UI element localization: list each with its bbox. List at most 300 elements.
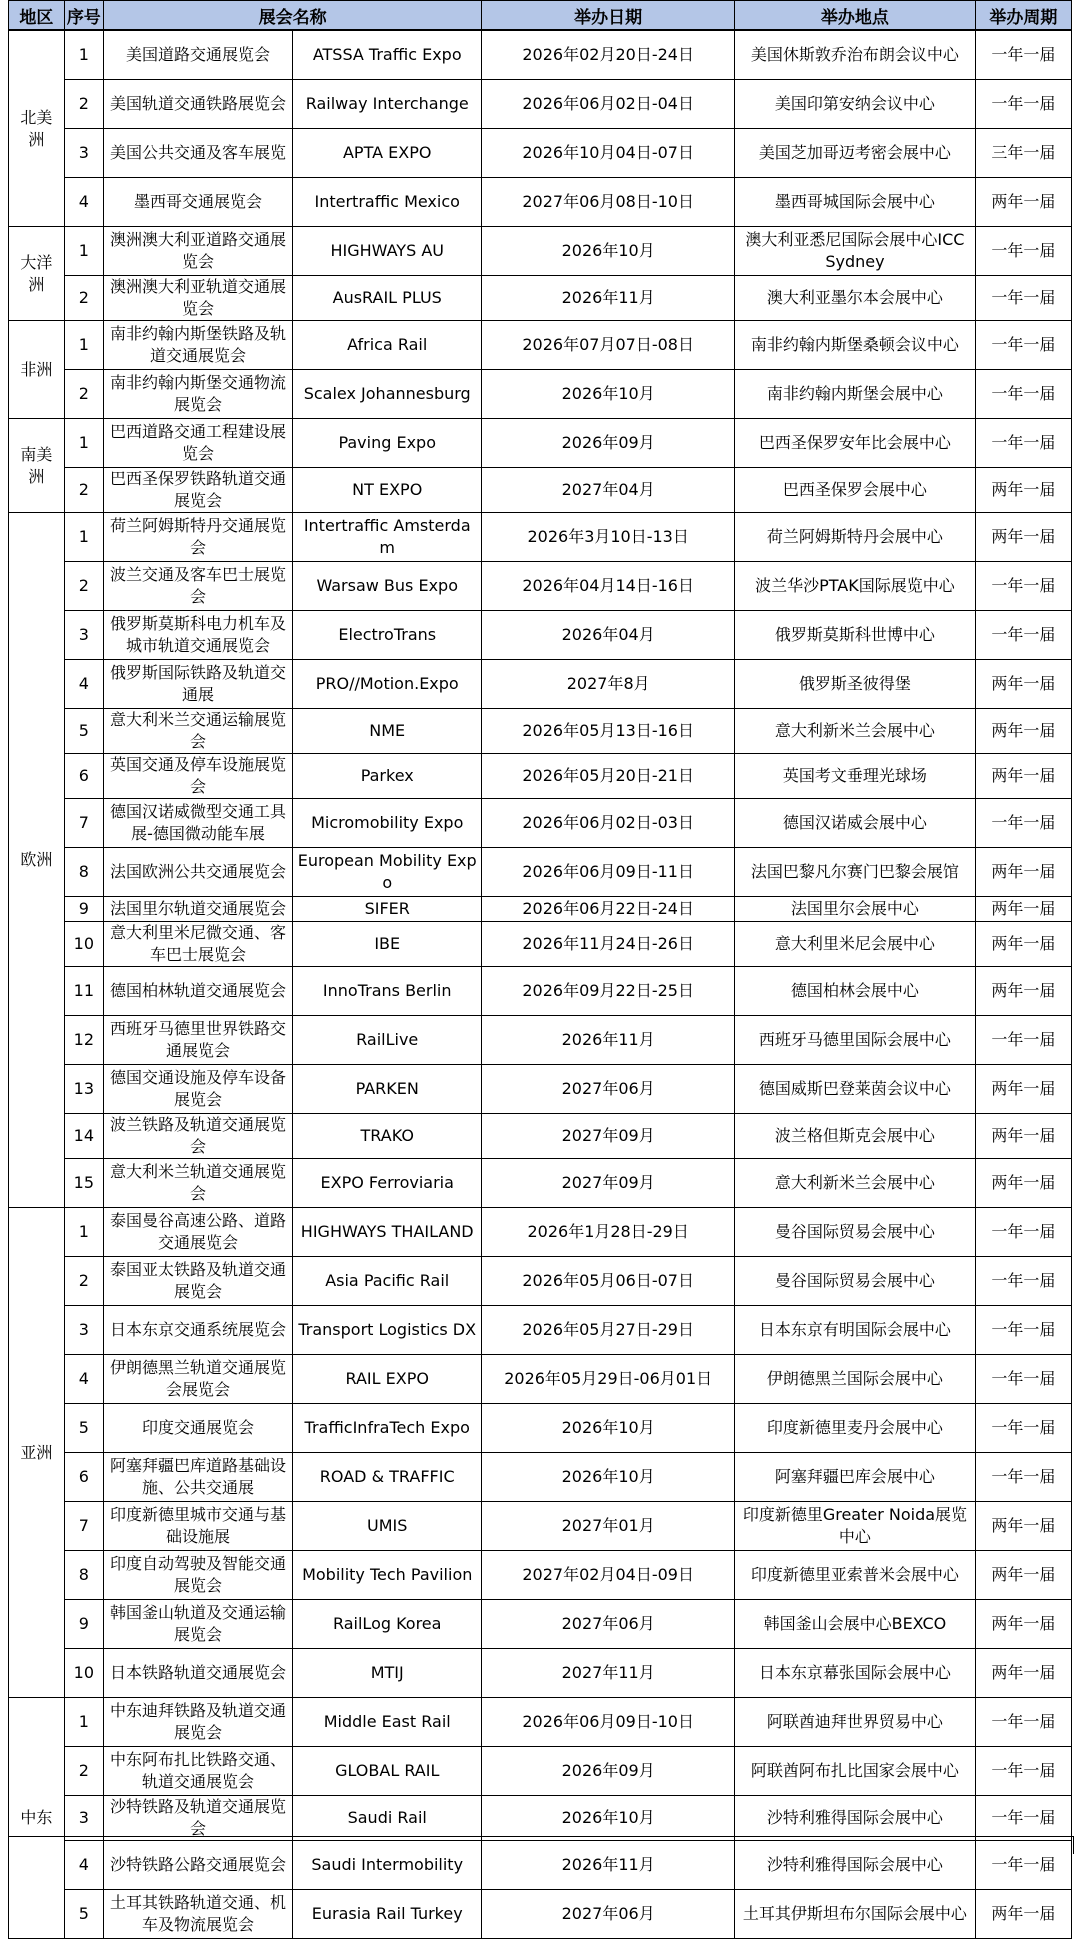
venue-cell: 土耳其伊斯坦布尔国际会展中心 [735, 1890, 976, 1939]
venue-cell: 阿联酋阿布扎比国家会展中心 [735, 1747, 976, 1796]
cycle-cell: 两年一届 [975, 1502, 1071, 1551]
date-cell: 2027年01月 [482, 1502, 735, 1551]
exhibition-english-name-cell: Asia Pacific Rail [293, 1257, 482, 1306]
cycle-cell: 两年一届 [975, 897, 1071, 922]
row-index-cell: 13 [64, 1065, 103, 1114]
region-label: 洲 [28, 129, 45, 149]
exhibition-name-cell: 西班牙马德里世界铁路交通展览会 [103, 1016, 292, 1065]
cycle-cell: 一年一届 [975, 31, 1071, 80]
exhibition-name-cell: 荷兰阿姆斯特丹交通展览会 [103, 513, 292, 562]
exhibition-english-name-cell: Intertraffic Mexico [293, 178, 482, 227]
date-cell: 2027年09月 [482, 1114, 735, 1159]
cycle-cell: 一年一届 [975, 1698, 1071, 1747]
exhibition-name-cell: 中东阿布扎比铁路交通、轨道交通展览会 [103, 1747, 292, 1796]
table-row [9, 1502, 1072, 1551]
date-cell: 2026年11月 [482, 1016, 735, 1065]
date-cell: 2026年09月22日-25日 [482, 967, 735, 1016]
header-cycle: 举办周期 [975, 1, 1071, 30]
row-index-cell: 8 [64, 848, 103, 897]
venue-cell: 印度新德里Greater Noida展览中心 [735, 1502, 976, 1551]
cycle-cell: 一年一届 [975, 1404, 1071, 1453]
exhibition-english-name-cell: Saudi Intermobility [293, 1841, 482, 1890]
exhibition-english-name-cell: NT EXPO [293, 468, 482, 513]
row-index-cell: 14 [64, 1114, 103, 1159]
header-region: 地区 [9, 1, 65, 30]
cycle-cell: 两年一届 [975, 754, 1071, 799]
exhibition-english-name-cell: UMIS [293, 1502, 482, 1551]
row-index-cell: 2 [64, 80, 103, 129]
venue-cell: 沙特利雅得国际会展中心 [735, 1796, 976, 1841]
exhibition-name-cell: 南非约翰内斯堡交通物流展览会 [103, 370, 292, 419]
exhibition-english-name-cell: Warsaw Bus Expo [293, 562, 482, 611]
table-row [9, 754, 1072, 799]
region-cell [9, 1208, 65, 1698]
cycle-cell: 两年一届 [975, 848, 1071, 897]
table-row [9, 611, 1072, 660]
exhibition-english-name-cell: ATSSA Traffic Expo [293, 31, 482, 80]
date-cell: 2027年11月 [482, 1649, 735, 1698]
venue-cell: 英国考文垂理光球场 [735, 754, 976, 799]
table-footer-row [8, 1836, 1074, 1854]
exhibition-english-name-cell: TRAKO [293, 1114, 482, 1159]
row-index-cell: 2 [64, 1257, 103, 1306]
row-index-cell: 2 [64, 562, 103, 611]
date-cell: 2027年02月04日-09日 [482, 1551, 735, 1600]
table-row [9, 922, 1072, 967]
exhibition-table-container [8, 0, 1072, 1939]
row-index-cell: 8 [64, 1551, 103, 1600]
region-label: 大洋 [20, 252, 53, 272]
row-index-cell: 6 [64, 754, 103, 799]
exhibition-english-name-cell: Intertraffic Amsterdam [293, 513, 482, 562]
exhibition-english-name-cell: NME [293, 709, 482, 754]
venue-cell: 意大利新米兰会展中心 [735, 709, 976, 754]
exhibition-name-cell: 日本东京交通系统展览会 [103, 1306, 292, 1355]
cycle-cell: 两年一届 [975, 178, 1071, 227]
row-index-cell: 9 [64, 1600, 103, 1649]
exhibition-english-name-cell: PARKEN [293, 1065, 482, 1114]
exhibition-english-name-cell: MTIJ [293, 1649, 482, 1698]
venue-cell: 沙特利雅得国际会展中心 [735, 1841, 976, 1890]
row-index-cell: 5 [64, 709, 103, 754]
cycle-cell: 一年一届 [975, 1355, 1071, 1404]
exhibition-name-cell: 波兰铁路及轨道交通展览会 [103, 1114, 292, 1159]
table-row [9, 1016, 1072, 1065]
cycle-cell: 两年一届 [975, 709, 1071, 754]
exhibition-name-cell: 印度自动驾驶及智能交通展览会 [103, 1551, 292, 1600]
exhibition-english-name-cell: PRO//Motion.Expo [293, 660, 482, 709]
table-row [9, 468, 1072, 513]
row-index-cell: 11 [64, 967, 103, 1016]
venue-cell: 印度新德里亚索普米会展中心 [735, 1551, 976, 1600]
exhibition-schedule-table [8, 0, 1072, 1939]
venue-cell: 日本东京幕张国际会展中心 [735, 1649, 976, 1698]
row-index-cell: 4 [64, 1355, 103, 1404]
exhibition-english-name-cell: AusRAIL PLUS [293, 276, 482, 321]
row-index-cell: 9 [64, 897, 103, 922]
date-cell: 2027年06月 [482, 1600, 735, 1649]
venue-cell: 墨西哥城国际会展中心 [735, 178, 976, 227]
table-header-row [9, 1, 1072, 30]
row-index-cell: 5 [64, 1890, 103, 1939]
date-cell: 2026年06月22日-24日 [482, 897, 735, 922]
exhibition-name-cell: 美国公共交通及客车展览 [103, 129, 292, 178]
cycle-cell: 两年一届 [975, 1551, 1071, 1600]
table-row [9, 80, 1072, 129]
date-cell: 2026年05月29日-06月01日 [482, 1355, 735, 1404]
region-cell [9, 513, 65, 1208]
exhibition-english-name-cell: RailLog Korea [293, 1600, 482, 1649]
exhibition-english-name-cell: Eurasia Rail Turkey [293, 1890, 482, 1939]
exhibition-name-cell: 沙特铁路及轨道交通展览会 [103, 1796, 292, 1841]
row-index-cell: 15 [64, 1159, 103, 1208]
exhibition-name-cell: 澳洲澳大利亚轨道交通展览会 [103, 276, 292, 321]
exhibition-name-cell: 印度新德里城市交通与基础设施展 [103, 1502, 292, 1551]
exhibition-english-name-cell: Saudi Rail [293, 1796, 482, 1841]
venue-cell: 波兰格但斯克会展中心 [735, 1114, 976, 1159]
date-cell: 2026年1月28日-29日 [482, 1208, 735, 1257]
exhibition-english-name-cell: Micromobility Expo [293, 799, 482, 848]
table-row [9, 848, 1072, 897]
cycle-cell: 一年一届 [975, 227, 1071, 276]
cycle-cell: 一年一届 [975, 1016, 1071, 1065]
exhibition-english-name-cell: Africa Rail [293, 321, 482, 370]
date-cell: 2026年3月10日-13日 [482, 513, 735, 562]
row-index-cell: 1 [64, 227, 103, 276]
date-cell: 2026年10月04日-07日 [482, 129, 735, 178]
exhibition-name-cell: 印度交通展览会 [103, 1404, 292, 1453]
exhibition-english-name-cell: ROAD & TRAFFIC [293, 1453, 482, 1502]
date-cell: 2026年10月 [482, 1453, 735, 1502]
exhibition-english-name-cell: HIGHWAYS THAILAND [293, 1208, 482, 1257]
exhibition-name-cell: 澳洲澳大利亚道路交通展览会 [103, 227, 292, 276]
row-index-cell: 1 [64, 419, 103, 468]
table-row [9, 1600, 1072, 1649]
table-row [9, 897, 1072, 922]
exhibition-name-cell: 法国欧洲公共交通展览会 [103, 848, 292, 897]
venue-cell: 德国汉诺威会展中心 [735, 799, 976, 848]
date-cell: 2027年06月08日-10日 [482, 178, 735, 227]
date-cell: 2026年09月 [482, 419, 735, 468]
table-row [9, 660, 1072, 709]
venue-cell: 巴西圣保罗会展中心 [735, 468, 976, 513]
exhibition-english-name-cell: RAIL EXPO [293, 1355, 482, 1404]
date-cell: 2026年10月 [482, 227, 735, 276]
table-row [9, 1306, 1072, 1355]
venue-cell: 法国巴黎凡尔赛门巴黎会展馆 [735, 848, 976, 897]
row-index-cell: 4 [64, 1841, 103, 1890]
cycle-cell: 一年一届 [975, 1453, 1071, 1502]
exhibition-name-cell: 日本铁路轨道交通展览会 [103, 1649, 292, 1698]
cycle-cell: 一年一届 [975, 799, 1071, 848]
exhibition-name-cell: 巴西道路交通工程建设展览会 [103, 419, 292, 468]
venue-cell: 西班牙马德里国际会展中心 [735, 1016, 976, 1065]
exhibition-name-cell: 意大利里米尼微交通、客车巴士展览会 [103, 922, 292, 967]
region-label: 中东 [20, 1808, 53, 1827]
date-cell: 2026年05月13日-16日 [482, 709, 735, 754]
exhibition-name-cell: 法国里尔轨道交通展览会 [103, 897, 292, 922]
cycle-cell: 两年一届 [975, 922, 1071, 967]
region-label: 欧洲 [20, 850, 53, 869]
region-label: 亚洲 [20, 1442, 53, 1462]
date-cell: 2026年07月07日-08日 [482, 321, 735, 370]
venue-cell: 俄罗斯莫斯科世博中心 [735, 611, 976, 660]
exhibition-name-cell: 墨西哥交通展览会 [103, 178, 292, 227]
exhibition-english-name-cell: GLOBAL RAIL [293, 1747, 482, 1796]
exhibition-english-name-cell: Railway Interchange [293, 80, 482, 129]
row-index-cell: 2 [64, 468, 103, 513]
table-row [9, 1796, 1072, 1841]
cycle-cell: 一年一届 [975, 321, 1071, 370]
region-cell [9, 419, 65, 513]
region-label: 非洲 [20, 359, 53, 379]
region-cell [9, 321, 65, 419]
table-row [9, 1355, 1072, 1404]
date-cell: 2026年04月14日-16日 [482, 562, 735, 611]
exhibition-name-cell: 英国交通及停车设施展览会 [103, 754, 292, 799]
date-cell: 2027年04月 [482, 468, 735, 513]
date-cell: 2026年05月06日-07日 [482, 1257, 735, 1306]
exhibition-english-name-cell: Scalex Johannesburg [293, 370, 482, 419]
region-cell [9, 31, 65, 227]
venue-cell: 阿塞拜疆巴库会展中心 [735, 1453, 976, 1502]
venue-cell: 美国休斯敦乔治布朗会议中心 [735, 31, 976, 80]
cycle-cell: 两年一届 [975, 660, 1071, 709]
cycle-cell: 一年一届 [975, 419, 1071, 468]
table-row [9, 513, 1072, 562]
table-row [9, 1890, 1072, 1939]
region-cell [9, 1698, 65, 1939]
exhibition-english-name-cell: Paving Expo [293, 419, 482, 468]
region-label: 洲 [28, 274, 45, 294]
row-index-cell: 1 [64, 321, 103, 370]
cycle-cell: 两年一届 [975, 1890, 1071, 1939]
row-index-cell: 4 [64, 178, 103, 227]
table-row [9, 370, 1072, 419]
row-index-cell: 3 [64, 611, 103, 660]
table-row [9, 276, 1072, 321]
venue-cell: 俄罗斯圣彼得堡 [735, 660, 976, 709]
venue-cell: 德国柏林会展中心 [735, 967, 976, 1016]
row-index-cell: 2 [64, 370, 103, 419]
region-cell [9, 227, 65, 321]
exhibition-name-cell: 德国柏林轨道交通展览会 [103, 967, 292, 1016]
exhibition-name-cell: 中东迪拜铁路及轨道交通展览会 [103, 1698, 292, 1747]
exhibition-name-cell: 沙特铁路公路交通展览会 [103, 1841, 292, 1890]
exhibition-english-name-cell: TrafficInfraTech Expo [293, 1404, 482, 1453]
date-cell: 2027年8月 [482, 660, 735, 709]
table-row [9, 321, 1072, 370]
date-cell: 2026年10月 [482, 1796, 735, 1841]
cycle-cell: 两年一届 [975, 1159, 1071, 1208]
exhibition-english-name-cell: SIFER [293, 897, 482, 922]
table-row [9, 178, 1072, 227]
venue-cell: 南非约翰内斯堡会展中心 [735, 370, 976, 419]
region-label: 南美 [20, 444, 53, 464]
exhibition-english-name-cell: ElectroTrans [293, 611, 482, 660]
table-row [9, 419, 1072, 468]
cycle-cell: 一年一届 [975, 1796, 1071, 1841]
row-index-cell: 1 [64, 1208, 103, 1257]
exhibition-english-name-cell: Middle East Rail [293, 1698, 482, 1747]
exhibition-name-cell: 美国道路交通展览会 [103, 31, 292, 80]
cycle-cell: 一年一届 [975, 611, 1071, 660]
venue-cell: 澳大利亚墨尔本会展中心 [735, 276, 976, 321]
venue-cell: 韩国釜山会展中心BEXCO [735, 1600, 976, 1649]
header-venue: 举办地点 [735, 1, 976, 30]
exhibition-name-cell: 美国轨道交通铁路展览会 [103, 80, 292, 129]
exhibition-english-name-cell: Mobility Tech Pavilion [293, 1551, 482, 1600]
table-row [9, 562, 1072, 611]
exhibition-name-cell: 南非约翰内斯堡铁路及轨道交通展览会 [103, 321, 292, 370]
row-index-cell: 1 [64, 513, 103, 562]
table-row [9, 799, 1072, 848]
exhibition-name-cell: 俄罗斯莫斯科电力机车及城市轨道交通展览会 [103, 611, 292, 660]
exhibition-english-name-cell: EXPO Ferroviaria [293, 1159, 482, 1208]
row-index-cell: 1 [64, 1698, 103, 1747]
exhibition-name-cell: 俄罗斯国际铁路及轨道交通展 [103, 660, 292, 709]
row-index-cell: 4 [64, 660, 103, 709]
venue-cell: 美国印第安纳会议中心 [735, 80, 976, 129]
cycle-cell: 一年一届 [975, 1208, 1071, 1257]
cycle-cell: 一年一届 [975, 1841, 1071, 1890]
table-row [9, 1747, 1072, 1796]
venue-cell: 美国芝加哥迈考密会展中心 [735, 129, 976, 178]
date-cell: 2026年06月09日-11日 [482, 848, 735, 897]
table-row [9, 1698, 1072, 1747]
cycle-cell: 一年一届 [975, 370, 1071, 419]
table-row [9, 1453, 1072, 1502]
row-index-cell: 3 [64, 129, 103, 178]
cycle-cell: 两年一届 [975, 513, 1071, 562]
table-row [9, 967, 1072, 1016]
date-cell: 2026年04月 [482, 611, 735, 660]
table-body [9, 31, 1072, 1939]
venue-cell: 伊朗德黑兰国际会展中心 [735, 1355, 976, 1404]
venue-cell: 印度新德里麦丹会展中心 [735, 1404, 976, 1453]
row-index-cell: 6 [64, 1453, 103, 1502]
table-row [9, 1208, 1072, 1257]
exhibition-english-name-cell: European Mobility Expo [293, 848, 482, 897]
header-date: 举办日期 [482, 1, 735, 30]
date-cell: 2026年10月 [482, 370, 735, 419]
venue-cell: 荷兰阿姆斯特丹会展中心 [735, 513, 976, 562]
exhibition-english-name-cell: InnoTrans Berlin [293, 967, 482, 1016]
exhibition-name-cell: 巴西圣保罗铁路轨道交通展览会 [103, 468, 292, 513]
region-label: 洲 [28, 466, 45, 486]
cycle-cell: 两年一届 [975, 1114, 1071, 1159]
table-row [9, 1114, 1072, 1159]
venue-cell: 意大利新米兰会展中心 [735, 1159, 976, 1208]
date-cell: 2026年11月 [482, 1841, 735, 1890]
venue-cell: 澳大利亚悉尼国际会展中心ICC Sydney [735, 227, 976, 276]
exhibition-name-cell: 土耳其铁路轨道交通、机车及物流展览会 [103, 1890, 292, 1939]
venue-cell: 德国威斯巴登莱茵会议中心 [735, 1065, 976, 1114]
venue-cell: 曼谷国际贸易会展中心 [735, 1257, 976, 1306]
venue-cell: 波兰华沙PTAK国际展览中心 [735, 562, 976, 611]
exhibition-name-cell: 波兰交通及客车巴士展览会 [103, 562, 292, 611]
exhibition-name-cell: 伊朗德黑兰轨道交通展览会展览会 [103, 1355, 292, 1404]
date-cell: 2026年11月 [482, 276, 735, 321]
header-index: 序号 [64, 1, 103, 30]
table-row [9, 227, 1072, 276]
row-index-cell: 3 [64, 1796, 103, 1841]
date-cell: 2026年02月20日-24日 [482, 31, 735, 80]
header-exhibition-name: 展会名称 [103, 1, 481, 30]
exhibition-english-name-cell: HIGHWAYS AU [293, 227, 482, 276]
table-row [9, 129, 1072, 178]
row-index-cell: 7 [64, 799, 103, 848]
region-label: 北美 [20, 107, 53, 127]
table-row [9, 709, 1072, 754]
cycle-cell: 一年一届 [975, 1257, 1071, 1306]
cycle-cell: 一年一届 [975, 80, 1071, 129]
date-cell: 2027年09月 [482, 1159, 735, 1208]
date-cell: 2026年10月 [482, 1404, 735, 1453]
table-row [9, 1159, 1072, 1208]
table-row [9, 1649, 1072, 1698]
row-index-cell: 2 [64, 1747, 103, 1796]
venue-cell: 阿联酋迪拜世界贸易中心 [735, 1698, 976, 1747]
row-index-cell: 10 [64, 1649, 103, 1698]
date-cell: 2027年06月 [482, 1065, 735, 1114]
exhibition-name-cell: 德国汉诺威微型交通工具展-德国微动能车展 [103, 799, 292, 848]
exhibition-name-cell: 阿塞拜疆巴库道路基础设施、公共交通展 [103, 1453, 292, 1502]
row-index-cell: 7 [64, 1502, 103, 1551]
venue-cell: 巴西圣保罗安年比会展中心 [735, 419, 976, 468]
venue-cell: 日本东京有明国际会展中心 [735, 1306, 976, 1355]
venue-cell: 曼谷国际贸易会展中心 [735, 1208, 976, 1257]
cycle-cell: 两年一届 [975, 1065, 1071, 1114]
cycle-cell: 两年一届 [975, 1600, 1071, 1649]
cycle-cell: 一年一届 [975, 1306, 1071, 1355]
row-index-cell: 5 [64, 1404, 103, 1453]
exhibition-name-cell: 韩国釜山轨道及交通运输展览会 [103, 1600, 292, 1649]
venue-cell: 意大利里米尼会展中心 [735, 922, 976, 967]
exhibition-english-name-cell: RailLive [293, 1016, 482, 1065]
date-cell: 2026年05月20日-21日 [482, 754, 735, 799]
exhibition-name-cell: 泰国亚太铁路及轨道交通展览会 [103, 1257, 292, 1306]
exhibition-name-cell: 泰国曼谷高速公路、道路交通展览会 [103, 1208, 292, 1257]
date-cell: 2026年05月27日-29日 [482, 1306, 735, 1355]
table-row [9, 1065, 1072, 1114]
cycle-cell: 一年一届 [975, 276, 1071, 321]
date-cell: 2027年06月 [482, 1890, 735, 1939]
cycle-cell: 两年一届 [975, 468, 1071, 513]
exhibition-name-cell: 意大利米兰交通运输展览会 [103, 709, 292, 754]
cycle-cell: 两年一届 [975, 1649, 1071, 1698]
table-row [9, 1404, 1072, 1453]
venue-cell: 南非约翰内斯堡桑顿会议中心 [735, 321, 976, 370]
exhibition-name-cell: 意大利米兰轨道交通展览会 [103, 1159, 292, 1208]
table-row [9, 1551, 1072, 1600]
row-index-cell: 12 [64, 1016, 103, 1065]
exhibition-english-name-cell: Parkex [293, 754, 482, 799]
row-index-cell: 1 [64, 31, 103, 80]
exhibition-english-name-cell: IBE [293, 922, 482, 967]
venue-cell: 法国里尔会展中心 [735, 897, 976, 922]
date-cell: 2026年09月 [482, 1747, 735, 1796]
row-index-cell: 10 [64, 922, 103, 967]
row-index-cell: 2 [64, 276, 103, 321]
cycle-cell: 一年一届 [975, 1747, 1071, 1796]
date-cell: 2026年11月24日-26日 [482, 922, 735, 967]
date-cell: 2026年06月09日-10日 [482, 1698, 735, 1747]
table-row [9, 31, 1072, 80]
date-cell: 2026年06月02日-04日 [482, 80, 735, 129]
date-cell: 2026年06月02日-03日 [482, 799, 735, 848]
table-row [9, 1257, 1072, 1306]
